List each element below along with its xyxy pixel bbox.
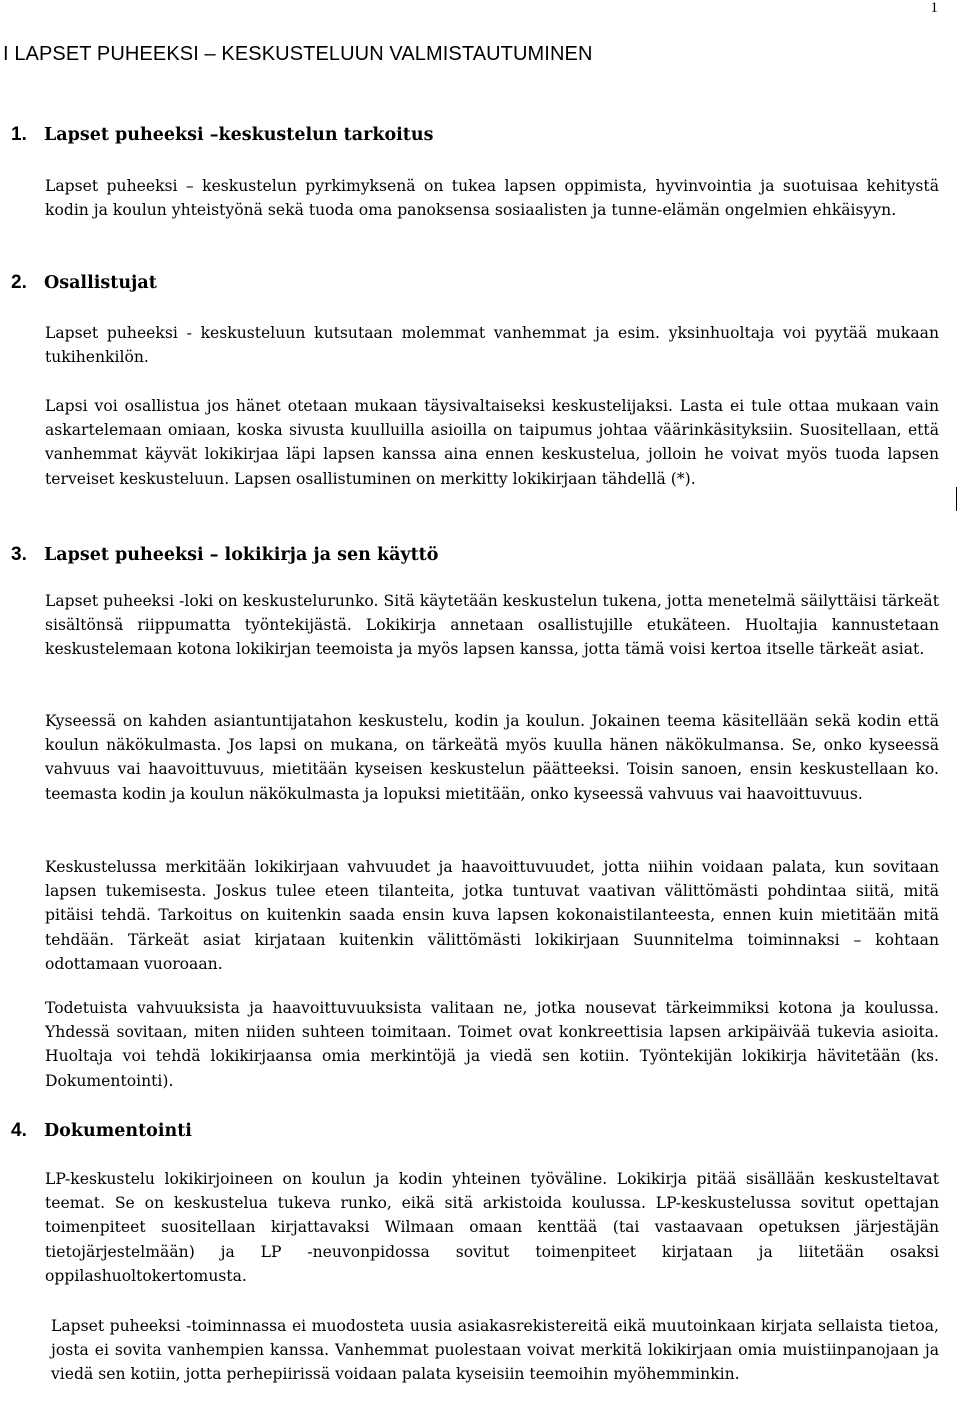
section-title: Dokumentointi: [44, 1121, 192, 1141]
paragraph: LP-keskustelu lokikirjoineen on koulun ja kodin yhteinen työväline. Lokikirja pitää sisällään keskusteltavat teemat. Se on keskustelua tukeva runko, eikä sitä arkistoida koulussa. LP-keskustelussa sovitut opettajan toimenpiteet suositellaan kirjattavaksi Wilmaan omaan kenttää (tai vastaavaan opetuksen järjestäjän tietojärjestelmään) ja LP -neuvonpidossa sovitut toimenpiteet kirjataan ja liitetään osaksi oppilashuoltokertomusta.: [45, 1170, 939, 1285]
section-heading-2: [11, 272, 157, 294]
section-number: 2.: [11, 272, 27, 293]
revision-change-bar: [956, 487, 957, 511]
section-heading-1: [11, 124, 433, 146]
paragraph: Lapset puheeksi – keskustelun pyrkimyksenä on tukea lapsen oppimista, hyvinvointia ja suotuisaa kehitystä kodin ja koulun yhteistyönä sekä tuoda oma panoksensa sosiaalisten ja tunne-elämän ongelmien ehkäisyyn.: [45, 177, 939, 220]
paragraph: Todetuista vahvuuksista ja haavoittuvuuksista valitaan ne, jotka nousevat tärkeimmiksi kotona ja koulussa. Yhdessä sovitaan, miten niiden suhteen toimitaan. Toimet ovat konkreettisia lapsen arkipäivää tukevia asioita. Huoltaja voi tehdä lokikirjaansa omia merkintöjä ja viedä sen kotiin. Työntekijän lokikirja hävitetään (ks. Dokumentointi).: [45, 999, 939, 1090]
section-title: Lapset puheeksi –keskustelun tarkoitus: [44, 125, 434, 145]
section-title: Osallistujat: [44, 273, 157, 293]
document-title: I LAPSET PUHEEKSI – KESKUSTELUUN VALMISTAUTUMINEN: [3, 43, 593, 65]
paragraph: Lapsi voi osallistua jos hänet otetaan mukaan täysivaltaiseksi keskustelijaksi. Lasta ei tule ottaa mukaan vain askartelemaan omiaan, koska sivusta kuulluilla asioilla on taipumus johtaa väärinkäsityksiin. Suositellaan, että vanhemmat käyvät lokikirjaa läpi lapsen kanssa aina ennen keskustelua, jolloin he voivat myös tuoda lapsen terveiset keskusteluun. Lapsen osallistuminen on merkitty lokikirjaan tähdellä (*).: [45, 397, 939, 488]
paragraph: Kyseessä on kahden asiantuntijatahon keskustelu, kodin ja koulun. Jokainen teema käsitellään sekä kodin että koulun näkökulmasta. Jos lapsi on mukana, on tärkeätä myös kuulla hänen näkökulmansa. Se, onko kyseessä vahvuus vai haavoittuvuus, mietitään kyseisen keskustelun päätteeksi. Toisin sanoen, ensin keskustellaan ko. teemasta kodin ja koulun näkökulmasta ja lopuksi mietitään, onko kyseessä vahvuus vai haavoittuvuus.: [45, 712, 939, 803]
paragraph: Lapset puheeksi - keskusteluun kutsutaan molemmat vanhemmat ja esim. yksinhuoltaja voi pyytää mukaan tukihenkilön.: [45, 324, 939, 367]
section-heading-4: [11, 1120, 192, 1142]
section-number: 1.: [11, 124, 27, 145]
section-heading-3: [11, 544, 438, 566]
paragraph: Lapset puheeksi -toiminnassa ei muodosteta uusia asiakasrekistereitä eikä muutoinkaan kirjata sellaista tietoa, josta ei sovita vanhempien kanssa. Vanhemmat puolestaan voivat merkitä lokikirjaan omia muistiinpanojaan ja viedä sen kotiin, jotta perhepiirissä voidaan palata kyseisiin teemoihin myöhemminkin.: [51, 1317, 939, 1384]
section-title: Lapset puheeksi – lokikirja ja sen käyttö: [44, 545, 439, 565]
page-number: 1: [930, 0, 938, 16]
section-number: 4.: [11, 1120, 27, 1141]
section-number: 3.: [11, 544, 27, 565]
paragraph: Keskustelussa merkitään lokikirjaan vahvuudet ja haavoittuvuudet, jotta niihin voidaan palata, kun sovitaan lapsen tukemisesta. Joskus tulee eteen tilanteita, jotka tuntuvat vaativan välittömästi pohdintaa siitä, mitä pitäisi tehdä. Tarkoitus on kuitenkin saada ensin kuva lapsen kokonaistilanteesta, ennen kuin mietitään mitä tehdään. Tärkeät asiat kirjataan kuitenkin välittömästi lokikirjaan Suunnitelma toiminnaksi – kohtaan odottamaan vuoroaan.: [45, 858, 939, 973]
paragraph: Lapset puheeksi -loki on keskustelurunko. Sitä käytetään keskustelun tukena, jotta menetelmä säilyttäisi tärkeät sisältönsä riippumatta työntekijästä. Lokikirja annetaan osallistujille etukäteen. Huoltajia kannustetaan keskustelemaan kotona lokikirjan teemoista ja myös lapsen kanssa, jotta tämä voisi kertoa itselle tärkeät asiat.: [45, 592, 939, 659]
